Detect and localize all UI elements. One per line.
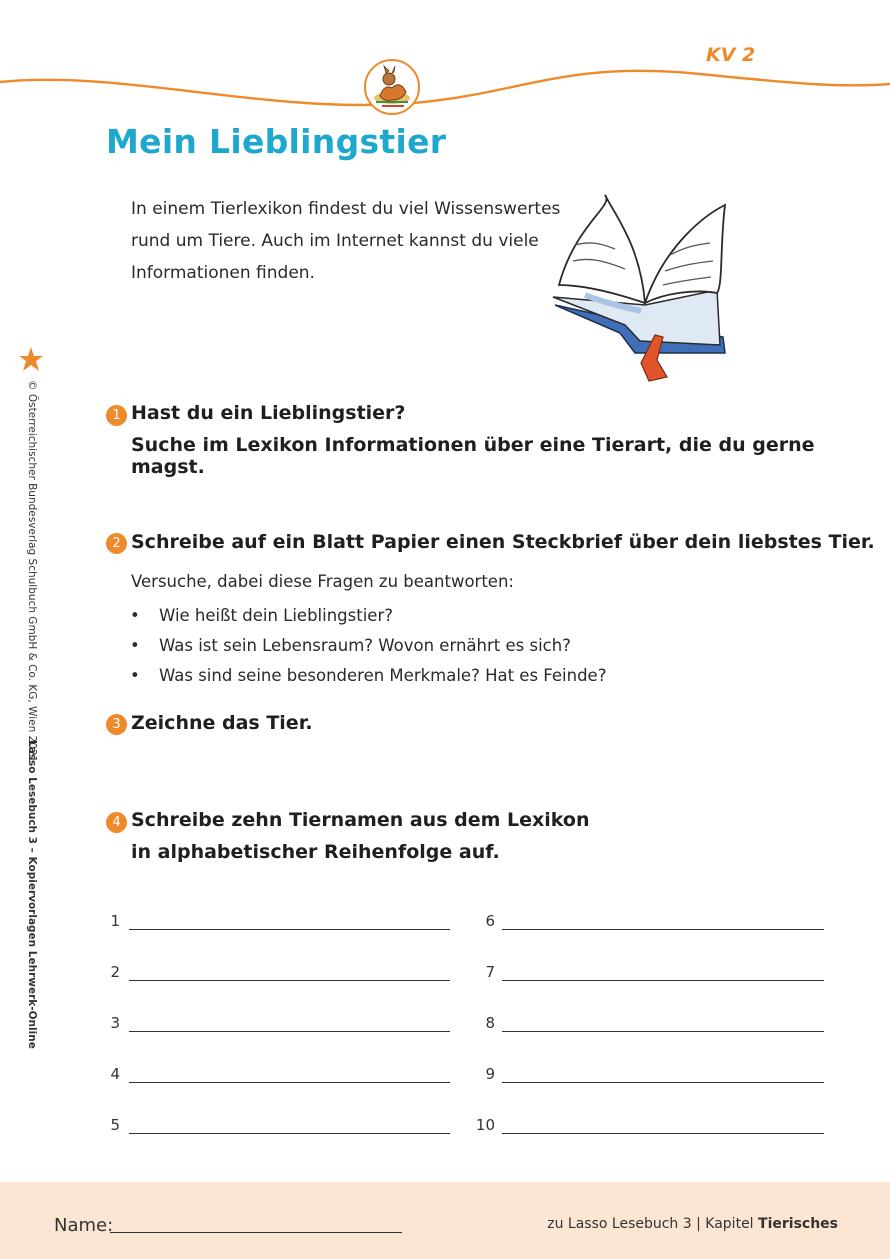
task-number-badge: 4 <box>106 812 127 833</box>
question-text: Was ist sein Lebensraum? Wovon ernährt es sich? <box>159 636 571 655</box>
answer-line-4[interactable] <box>129 1082 450 1083</box>
answer-line-number: 1 <box>110 912 120 930</box>
open-book-illustration <box>545 185 760 390</box>
footer-reference-prefix: zu Lasso Lesebuch 3 | Kapitel <box>547 1216 759 1232</box>
intro-text-line: In einem Tierlexikon findest du viel Wissenswertes <box>131 199 561 219</box>
task-1-text-line: Hast du ein Lieblingstier? <box>131 402 406 424</box>
intro-text-line: Informationen finden. <box>131 263 315 283</box>
answer-line-3[interactable] <box>129 1031 450 1032</box>
task-2-text: Schreibe auf ein Blatt Papier einen Steckbrief über dein liebstes Tier. <box>131 531 875 553</box>
answer-line-number: 3 <box>110 1014 120 1032</box>
header-wave-decoration <box>0 0 890 130</box>
question-list-item <box>130 636 571 655</box>
bullet-icon: • <box>130 666 140 685</box>
answer-line-1[interactable] <box>129 929 450 930</box>
answer-line-number: 2 <box>110 963 120 981</box>
answer-line-number: 4 <box>110 1065 120 1083</box>
answer-line-number: 8 <box>485 1014 495 1032</box>
task-4-text-line: Schreibe zehn Tiernamen aus dem Lexikon <box>131 809 590 831</box>
intro-text-line: rund um Tiere. Auch im Internet kannst du viele <box>131 231 539 251</box>
answer-line-7[interactable] <box>502 980 824 981</box>
name-label: Name: <box>54 1215 114 1236</box>
task-4-text-line: in alphabetischer Reihenfolge auf. <box>131 841 500 863</box>
footer-chapter-name: Tierisches <box>758 1216 838 1232</box>
answer-line-number: 9 <box>485 1065 495 1083</box>
publisher-logo-icon <box>18 346 44 372</box>
bullet-icon: • <box>130 636 140 655</box>
copyright-notice: © Österreichischer Bundesverlag Schulbuch GmbH & Co. KG, Wien 2021 <box>26 380 38 763</box>
mascot-icon <box>362 58 422 116</box>
answer-line-number: 7 <box>485 963 495 981</box>
task-2-intro: Versuche, dabei diese Fragen zu beantworten: <box>131 572 514 591</box>
task-3-text: Zeichne das Tier. <box>131 712 313 734</box>
bullet-icon: • <box>130 606 140 625</box>
question-list-item <box>130 606 393 625</box>
task-1-text-line: Suche im Lexikon Informationen über eine Tierart, die du gerne magst. <box>131 434 815 478</box>
answer-line-5[interactable] <box>129 1133 450 1134</box>
task-number-badge: 1 <box>106 405 127 426</box>
question-text: Was sind seine besonderen Merkmale? Hat es Feinde? <box>159 666 607 685</box>
question-text: Wie heißt dein Lieblingstier? <box>159 606 393 625</box>
series-notice: Lasso Lesebuch 3 – Kopiervorlagen Lehrwerk-Online <box>26 740 38 1049</box>
footer-reference <box>547 1216 838 1232</box>
answer-line-6[interactable] <box>502 929 824 930</box>
answer-line-number: 10 <box>475 1116 495 1134</box>
task-number-badge: 2 <box>106 533 127 554</box>
question-list-item <box>130 666 607 685</box>
answer-line-2[interactable] <box>129 980 450 981</box>
page-title: Mein Lieblingstier <box>106 122 447 161</box>
answer-line-9[interactable] <box>502 1082 824 1083</box>
worksheet-code: KV 2 <box>706 44 756 66</box>
answer-line-number: 6 <box>485 912 495 930</box>
answer-line-10[interactable] <box>502 1133 824 1134</box>
answer-line-number: 5 <box>110 1116 120 1134</box>
task-number-badge: 3 <box>106 714 127 735</box>
answer-line-8[interactable] <box>502 1031 824 1032</box>
name-field-line[interactable] <box>110 1232 402 1233</box>
